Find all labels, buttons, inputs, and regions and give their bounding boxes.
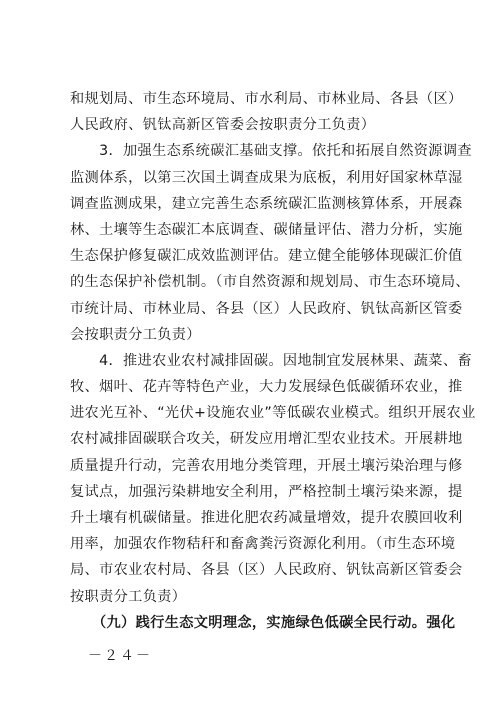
text-line: 和规划局、市生态环境局、市水利局、市林业局、各县（区） xyxy=(70,91,463,107)
text-line: 复试点，加强污染耕地安全利用，严格控制土壤污染来源，提 xyxy=(70,483,463,500)
text-line: 农村减排固碳联合攻关，研发应用增汇型农业技术。开展耕地 xyxy=(70,431,463,448)
text-line: 会按职责分工负责） xyxy=(70,326,201,343)
text-line: 的生态保护补偿机制。（市自然资源和规划局、市生态环境局、 xyxy=(70,274,470,291)
text-line: 局、市农业农村局、各县（区）人民政府、钒钛高新区管委会 xyxy=(70,562,463,579)
text-line: 生态保护修复碳汇成效监测评估。建立健全能够体现碳汇价值 xyxy=(70,248,463,265)
section-9-heading-line: （九）践行生态文明理念，实施绿色低碳全民行动。强化 xyxy=(70,614,456,631)
section-3-heading-line: 3．加强生态系统碳汇基础支撑。依托和拓展自然资源调查 xyxy=(70,143,472,160)
text-line: 牧、烟叶、花卉等特色产业，大力发展绿色低碳循环农业，推 xyxy=(70,379,463,396)
text-line: 市统计局、市林业局、各县（区）人民政府、钒钛高新区管委 xyxy=(70,300,463,317)
text-line: 进农光互补、“光伏+设施农业”等低碳农业模式。组织开展农业 xyxy=(70,405,476,422)
text-line: 用率，加强农作物秸秆和畜禽粪污资源化利用。（市生态环境 xyxy=(70,536,456,553)
text-line: 林、土壤等生态碳汇本底调查、碳储量评估、潜力分析，实施 xyxy=(70,221,463,238)
text-line: 升土壤有机碳储量。推进化肥农药减量增效，提升农膜回收利 xyxy=(70,510,463,526)
section-4-heading-line: 4．推进农业农村减排固碳。因地制宜发展林果、蔬菜、畜 xyxy=(70,352,472,369)
text-line: 按职责分工负责） xyxy=(70,588,187,605)
text-line: 质量提升行动，完善农用地分类管理，开展土壤污染治理与修 xyxy=(70,457,463,474)
text-line: 监测体系，以第三次国土调查成果为底板，利用好国家林草湿 xyxy=(70,169,463,186)
document-body xyxy=(70,86,476,636)
text-line: 人民政府、钒钛高新区管委会按职责分工负责） xyxy=(70,117,376,134)
page-number: －２４－ xyxy=(88,648,152,664)
text-line: 调查监测成果，建立完善生态系统碳汇监测核算体系，开展森 xyxy=(70,195,463,212)
